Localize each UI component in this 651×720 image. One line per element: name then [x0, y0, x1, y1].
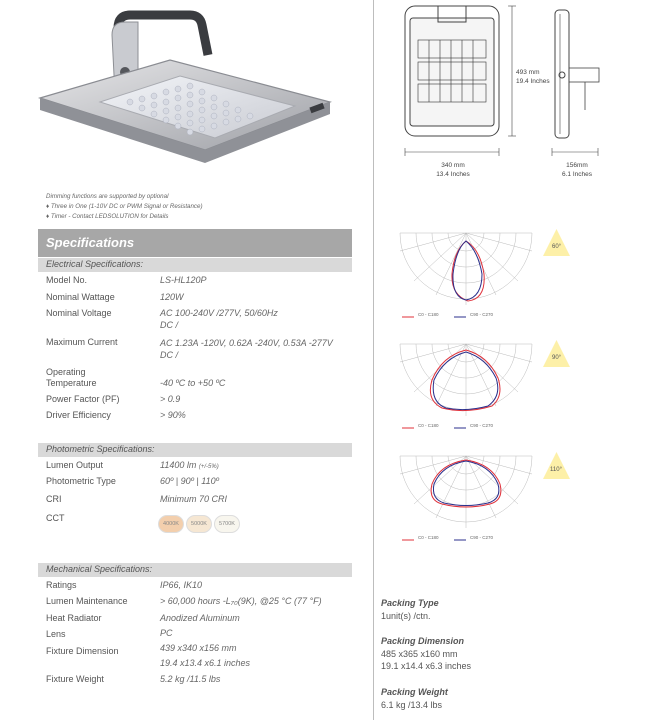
- legend-c90: C90 - C270: [470, 535, 494, 540]
- polar-chart-60: [396, 229, 536, 326]
- legend-c0: C0 - C180: [418, 535, 439, 540]
- spec-value: AC 100-240V /277V, 50/60Hz: [160, 308, 278, 318]
- spec-value-line2: DC /: [160, 320, 178, 330]
- depth-mm: 156mm: [566, 162, 588, 169]
- specifications-title: Specifications: [38, 229, 352, 257]
- dimming-note-line: ♦ Timer - Contact LEDSOLUTION for Details: [46, 213, 169, 220]
- spec-label: Driver Efficiency: [46, 410, 111, 420]
- spec-label: CRI: [46, 494, 62, 504]
- cct-chip[interactable]: 4000K: [158, 515, 184, 533]
- spec-value: AC 1.23A -120V, 0.62A -240V, 0.53A -277V: [160, 338, 333, 348]
- legend-c90: C90 - C270: [470, 423, 494, 428]
- spec-label: Model No.: [46, 275, 88, 285]
- mechanical-section-heading: Mechanical Specifications:: [38, 563, 352, 577]
- height-dimension-label: [516, 68, 550, 86]
- badge-label: 110°: [550, 467, 562, 473]
- polar-chart-110: [396, 452, 536, 549]
- polar-chart-90: [396, 340, 536, 437]
- lumen-tolerance: (+/-5%): [198, 464, 219, 470]
- packing-type-value: 1unit(s) /ctn.: [381, 611, 431, 621]
- beam-angle-badge: [543, 452, 570, 479]
- spec-value: 439 x340 x156 mm: [160, 643, 237, 653]
- spec-value: 120W: [160, 292, 184, 302]
- beam-angle-badge: [543, 340, 570, 367]
- spec-label: Lumen Output: [46, 460, 104, 470]
- spec-value: -40 ºC to +50 ºC: [160, 378, 226, 388]
- spec-value: PC: [160, 628, 173, 638]
- electrical-section-heading: Electrical Specifications:: [38, 258, 352, 272]
- dimming-note-line: ♦ Three in One (1-10V DC or PWM Signal or Resistance): [46, 203, 203, 210]
- spec-value-line2: DC /: [160, 350, 178, 360]
- packing-dimension-in: 19.1 x14.4 x6.3 inches: [381, 661, 472, 671]
- spec-label: Lumen Maintenance: [46, 596, 128, 606]
- spec-label: Lens: [46, 629, 66, 639]
- spec-label: Ratings: [46, 580, 77, 590]
- lumen-value: 11400 lm: [160, 460, 197, 470]
- width-mm: 340 mm: [441, 162, 465, 169]
- spec-label: Nominal Voltage: [46, 308, 112, 318]
- cct-chip[interactable]: 5000K: [186, 515, 212, 533]
- packing-dimension-mm: 485 x365 x160 mm: [381, 649, 458, 659]
- spec-label: Power Factor (PF): [46, 394, 120, 404]
- badge-label: 90°: [552, 355, 562, 361]
- packing-weight-value: 6.1 kg /13.4 lbs: [381, 700, 443, 710]
- polar-diagram: [396, 229, 536, 321]
- spec-value: [160, 459, 219, 473]
- legend-c0: C0 - C180: [418, 312, 439, 317]
- packing-weight-title: Packing Weight: [381, 687, 448, 697]
- height-in: 19.4 Inches: [516, 78, 550, 85]
- legend-c0: C0 - C180: [418, 423, 439, 428]
- spec-value: Minimum 70 CRI: [160, 494, 228, 504]
- spec-value-line2: 19.4 x13.4 x6.1 inches: [160, 658, 251, 668]
- width-dimension-label: [436, 161, 470, 179]
- spec-label-line2: Temperature: [46, 378, 97, 388]
- legend-c90: C90 - C270: [470, 312, 494, 317]
- spec-label: Fixture Dimension: [46, 646, 119, 656]
- dimming-note-line: Dimming functions are supported by optional: [46, 193, 169, 200]
- spec-label: Photometric Type: [46, 476, 116, 486]
- photometric-section-heading: Photometric Specifications:: [38, 443, 352, 457]
- packing-dimension-title: Packing Dimension: [381, 636, 465, 646]
- spec-label: CCT: [46, 513, 65, 523]
- spec-value: > 90%: [160, 410, 186, 420]
- beam-angle-badge: [543, 229, 570, 256]
- packing-type-title: Packing Type: [381, 598, 439, 608]
- column-divider: [373, 0, 374, 720]
- spec-value: 5.2 kg /11.5 lbs: [160, 674, 221, 684]
- badge-label: 60°: [552, 244, 562, 250]
- cct-chip[interactable]: 5700K: [214, 515, 240, 533]
- spec-label: Maximum Current: [46, 337, 118, 347]
- product-image: [30, 10, 340, 180]
- spec-label: Nominal Wattage: [46, 292, 115, 302]
- polar-diagram: [396, 452, 536, 544]
- spec-value: LS-HL120P: [160, 275, 207, 285]
- polar-diagram: [396, 340, 536, 432]
- height-mm: 493 mm: [516, 69, 540, 76]
- spec-label: Fixture Weight: [46, 674, 104, 684]
- dimming-notes: [46, 192, 203, 222]
- spec-label: Heat Radiator: [46, 613, 102, 623]
- depth-in: 6.1 Inches: [562, 171, 592, 178]
- width-in: 13.4 Inches: [436, 171, 470, 178]
- spec-value: > 0.9: [160, 394, 181, 404]
- spec-value: Anodized Aluminum: [160, 613, 240, 623]
- spec-value: IP66, IK10: [160, 580, 203, 590]
- spec-label: Operating: [46, 367, 86, 377]
- depth-dimension-label: [562, 161, 592, 179]
- spec-value: > 60,000 hours -L₇₀(9K), @25 °C (77 °F): [160, 596, 322, 606]
- spec-value: 60º | 90º | 110º: [160, 476, 219, 486]
- cct-options: [158, 515, 240, 533]
